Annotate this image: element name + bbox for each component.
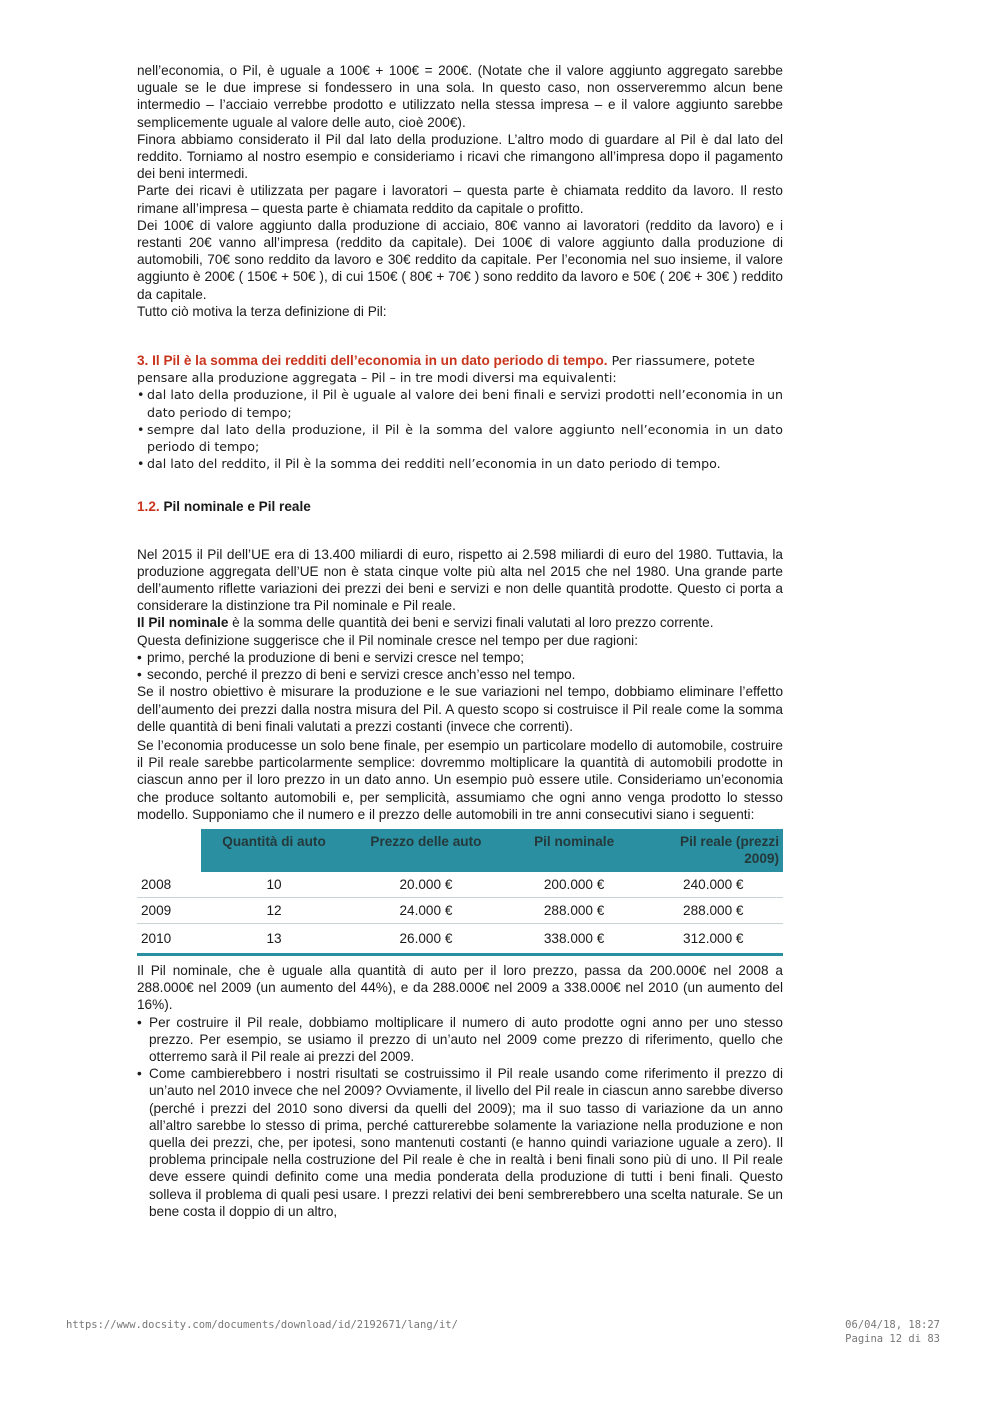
section-3-summary	[137, 352, 783, 472]
paragraph: Se l’economia producesse un solo bene finale, per esempio un particolare modello di automobile, costruire il Pil reale sarebbe particolarmente semplice: dovremmo moltiplicare la quantità di automobili prodotte in ciascun anno per il loro prezzo in un dato anno. Un esempio può essere utile. Consideriamo un’economia che produce soltanto automobili e, per semplicità, assumiamo che ogni anno venga prodotto lo stesso modello. Supponiamo che il numero e il prezzo delle automobili in tre anni consecutivi siano i seguenti:	[137, 737, 783, 822]
paragraph: Questa definizione suggerisce che il Pil nominale cresce nel tempo per due ragioni:	[137, 632, 638, 648]
section-1-2-body	[137, 546, 783, 823]
source-url: https://www.docsity.com/documents/download/id/2192671/lang/it/	[66, 1319, 458, 1331]
table-header: Quantità di auto	[201, 829, 347, 872]
section-number: 1.2.	[137, 499, 160, 515]
section-3-text: Per riassumere, potete pensare alla produzione aggregata – Pil – in tre modi diversi ma equivalenti:	[137, 353, 755, 386]
table-cell: 288.000 €	[505, 897, 644, 923]
print-datetime: 06/04/18, 18:27	[845, 1319, 940, 1331]
footer-info	[845, 1318, 940, 1346]
reasons-bullets	[137, 649, 783, 683]
list-item: • sempre dal lato della produzione, il Pil è la somma del valore aggiunto nell’economia in un dato periodo di tempo;	[137, 421, 783, 455]
table-header: Pil reale (prezzi 2009)	[644, 829, 783, 872]
table-header-blank	[137, 829, 201, 872]
page-number: Pagina 12 di 83	[845, 1333, 940, 1345]
list-item: • secondo, perché il prezzo di beni e servizi cresce anch’esso nel tempo.	[137, 666, 783, 683]
table-cell: 10	[201, 872, 347, 898]
table-cell: 2008	[137, 872, 201, 898]
section-3-bullets	[137, 386, 783, 472]
paragraph-text: è la somma delle quantità dei beni e servizi finali valutati al loro prezzo corrente.	[228, 615, 714, 631]
spacer	[137, 320, 783, 344]
cars-table	[137, 829, 783, 956]
list-item: • dal lato del reddito, il Pil è la somma dei redditi nell’economia in un dato periodo di tempo.	[137, 455, 783, 472]
paragraph: nell’economia, o Pil, è uguale a 100€ + 100€ = 200€. (Notate che il valore aggiunto aggregato sarebbe uguale se le due imprese si fondessero in una sola. In questo caso, non osserveremmo alcun bene intermedio – l’acciaio verrebbe prodotto e utilizzato nella stessa impresa – e il valore aggiunto sarebbe semplicemente uguale al valore delle auto, cioè 200€).	[137, 63, 783, 130]
table-cell: 2010	[137, 923, 201, 954]
page-content	[137, 62, 783, 1220]
table-cell: 2009	[137, 897, 201, 923]
paragraph	[137, 614, 783, 631]
footer-url	[66, 1318, 458, 1332]
list-item: • primo, perché la produzione di beni e servizi cresce nel tempo;	[137, 649, 783, 666]
section-3-heading: 3. Il Pil è la somma dei redditi dell’economia in un dato periodo di tempo.	[137, 353, 608, 369]
real-gdp-bullets	[137, 1014, 783, 1220]
list-item: • Come cambierebbero i nostri risultati se costruissimo il Pil reale usando come riferimento il prezzo di un’auto nel 2010 invece che nel 2009? Ovviamente, il livello del Pil reale in ciascun anno sarebbe diverso (perché i prezzi del 2010 sono diversi da quelli del 2009); ma il suo tasso di variazione da un anno all’altro sarebbe lo stesso di prima, perché catturerebbe solamente la variazione nella produzione e non quella dei prezzi, che, per ipotesi, sono mantenuti costanti (e hanno quindi variazione uguale a zero). Il problema principale nella costruzione del Pil reale è che in realtà i beni finali sono più di uno. Il Pil reale deve essere quindi definito come una media ponderata della produzione di tutti i beni finali. Questo solleva il problema di quali pesi usare. I prezzi relativi dei beni sembrerebbero una scelta naturale. Se un bene costa il doppio di un altro,	[137, 1065, 783, 1220]
table-row	[137, 897, 783, 923]
paragraph: Finora abbiamo considerato il Pil dal lato della produzione. L’altro modo di guardare al Pil è dal lato del reddito. Torniamo al nostro esempio e consideriamo i ricavi che rimangono all’impresa dopo il pagamento dei beni intermedi.	[137, 131, 783, 182]
table-header: Prezzo delle auto	[347, 829, 504, 872]
table-cell: 12	[201, 897, 347, 923]
table-header-row	[137, 829, 783, 872]
section-heading	[137, 498, 783, 515]
table-cell: 312.000 €	[644, 923, 783, 954]
paragraph: Se il nostro obiettivo è misurare la produzione e le sue variazioni nel tempo, dobbiamo eliminare l’effetto dell’aumento dei prezzi dalla nostra misura del Pil. A questo scopo si costruisce il Pil reale come la somma delle quantità di beni finali valutati a prezzi costanti (invece che correnti).	[137, 684, 783, 734]
table-cell: 24.000 €	[347, 897, 504, 923]
table-cell: 240.000 €	[644, 872, 783, 898]
table-cell: 13	[201, 923, 347, 954]
table-cell: 200.000 €	[505, 872, 644, 898]
section-title: Pil nominale e Pil reale	[163, 499, 311, 515]
bold-term: Il Pil nominale	[137, 615, 229, 631]
table-cell: 288.000 €	[644, 897, 783, 923]
table-cell: 26.000 €	[347, 923, 504, 954]
table-cell: 20.000 €	[347, 872, 504, 898]
list-item: • dal lato della produzione, il Pil è uguale al valore dei beni finali e servizi prodotti nell’economia in un dato periodo di tempo;	[137, 386, 783, 420]
paragraph: Nel 2015 il Pil dell’UE era di 13.400 miliardi di euro, rispetto ai 2.598 miliardi di euro del 1980. Tuttavia, la produzione aggregata dell’UE non è stata cinque volte più alta nel 2015 che nel 1980. Una grande parte dell’aumento riflette variazioni dei prezzi dei beni e servizi e non delle quantità prodotte. Questo ci porta a considerare la distinzione tra Pil nominale e Pil reale.	[137, 546, 783, 614]
paragraph: Il Pil nominale, che è uguale alla quantità di auto per il loro prezzo, passa da 200.000€ nel 2008 a 288.000€ nel 2009 (un aumento del 44%), e da 288.000€ nel 2009 a 338.000€ nel 2010 (un aumento del 16%).	[137, 962, 783, 1013]
table-cell: 338.000 €	[505, 923, 644, 954]
list-item: • Per costruire il Pil reale, dobbiamo moltiplicare il numero di auto prodotte ogni anno per uno stesso prezzo. Per esempio, se usiamo il prezzo di un’auto nel 2009 come prezzo di riferimento, quello che otterremo sarà il Pil reale ai prezzi del 2009.	[137, 1014, 783, 1066]
paragraph: Parte dei ricavi è utilizzata per pagare i lavoratori – questa parte è chiamata reddito da lavoro. Il resto rimane all’impresa – questa parte è chiamata reddito da capitale o profitto.	[137, 183, 783, 216]
table-row	[137, 923, 783, 954]
table-row	[137, 872, 783, 898]
paragraph: Tutto ciò motiva la terza definizione di Pil:	[137, 303, 387, 319]
paragraph: Dei 100€ di valore aggiunto dalla produzione di acciaio, 80€ vanno ai lavoratori (reddito da lavoro) e i restanti 20€ vanno all’impresa (reddito da capitale). Dei 100€ di valore aggiunto dalla produzione di automobili, 70€ sono reddito da lavoro e 30€ reddito da capitale. Per l’economia nel suo insieme, il valore aggiunto è 200€ ( 150€ + 50€ ), di cui 150€ ( 80€ + 70€ ) sono reddito da lavoro e 50€ ( 20€ + 30€ ) reddito da capitale.	[137, 217, 783, 302]
section-3-paragraph	[137, 352, 783, 386]
table-header: Pil nominale	[505, 829, 644, 872]
